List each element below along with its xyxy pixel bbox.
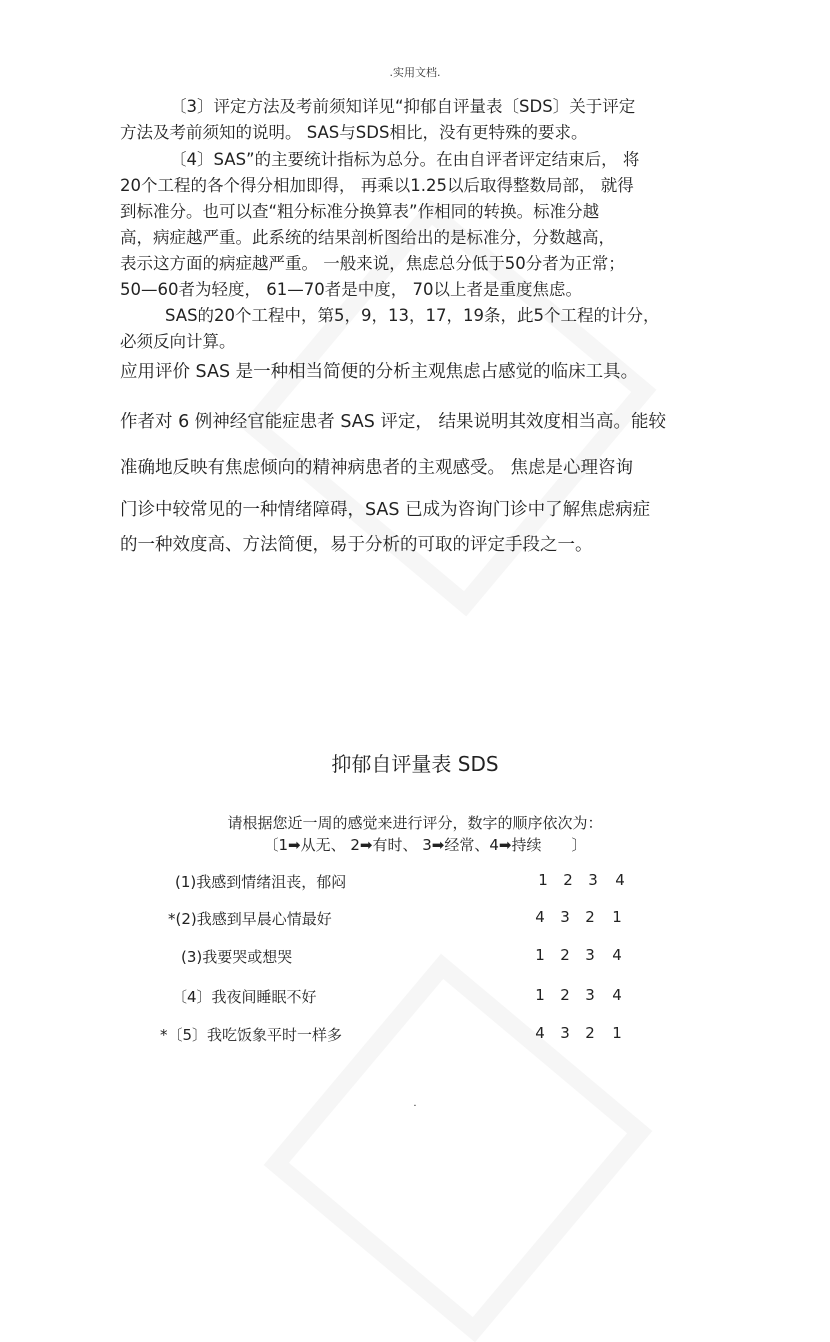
text-line: SAS的20个工程中，第5，9，13，17，19条，此5个工程的计分， [165, 306, 660, 325]
text-line: 50—60者为轻度， 61—70者是中度， 70以上者是重度焦虑。 [120, 280, 582, 299]
text-line: 方法及考前须知的说明。 SAS与SDS相比，没有更特殊的要求。 [120, 123, 588, 142]
sds-item-label: *〔5〕我吃饭象平时一样多 [160, 1026, 343, 1044]
score: 2 [563, 871, 573, 889]
text-line: 的一种效度高、方法简便，易于分析的可取的评定手段之一。 [120, 535, 593, 555]
text-line: 〔4〕SAS”的主要统计指标为总分。在由自评者评定结束后， 将 [170, 150, 640, 169]
score: 1 [612, 1024, 622, 1042]
score: 4 [612, 946, 622, 964]
text-line: 应用评价 SAS 是一种相当简便的分析主观焦虑占感觉的临床工具。 [120, 362, 639, 382]
score: 1 [535, 946, 545, 964]
watermark [264, 954, 653, 1342]
score: 2 [560, 946, 570, 964]
sds-item-label: *(2)我感到早晨心情最好 [168, 910, 332, 928]
text-line: 〔3〕评定方法及考前须知详见“抑郁自评量表〔SDS〕关于评定 [170, 97, 636, 116]
sds-instruction: 请根据您近一周的感觉来进行评分，数字的顺序依次为： [227, 814, 603, 832]
score: 1 [612, 908, 622, 926]
text-line: 20个工程的各个得分相加即得， 再乘以1.25以后取得整数局部， 就得 [120, 176, 634, 195]
text-line: 作者对 6 例神经官能症患者 SAS 评定， 结果说明其效度相当高。能较 [120, 412, 666, 432]
sds-item-label: (3)我要哭或想哭 [181, 948, 293, 966]
score: 3 [560, 908, 570, 926]
sds-item-label: (1)我感到情绪沮丧，郁闷 [175, 873, 347, 891]
score: 3 [585, 946, 595, 964]
score: 1 [538, 871, 548, 889]
score: 3 [585, 986, 595, 1004]
text-line: 高，病症越严重。此系统的结果剖析图给出的是标准分，分数越高， [120, 228, 615, 247]
score: 4 [615, 871, 625, 889]
text-line: 门诊中较常见的一种情绪障碍，SAS 已成为咨询门诊中了解焦虑病症 [120, 500, 651, 520]
text-line: 表示这方面的病症越严重。 一般来说，焦虑总分低于50分者为正常； [120, 254, 625, 273]
page-footer: . [413, 1098, 417, 1109]
text-line: 准确地反映有焦虑倾向的精神病患者的主观感受。 焦虑是心理咨询 [120, 458, 634, 478]
score: 2 [585, 908, 595, 926]
sds-scale: 〔1➡从无、 2➡有时、 3➡经常、4➡持续 〕 [263, 836, 587, 854]
score: 4 [535, 908, 545, 926]
score: 2 [560, 986, 570, 1004]
score: 4 [612, 986, 622, 1004]
sds-title: 抑郁自评量表 SDS [331, 752, 499, 776]
score: 4 [535, 1024, 545, 1042]
score: 2 [585, 1024, 595, 1042]
page-header: .实用文档. [389, 66, 441, 79]
text-line: 必须反向计算。 [120, 332, 236, 351]
score: 3 [588, 871, 598, 889]
text-line: 到标准分。也可以查“粗分标准分换算表”作相同的转换。标准分越 [120, 202, 600, 221]
sds-item-label: 〔4〕我夜间睡眠不好 [172, 988, 317, 1006]
score: 3 [560, 1024, 570, 1042]
score: 1 [535, 986, 545, 1004]
